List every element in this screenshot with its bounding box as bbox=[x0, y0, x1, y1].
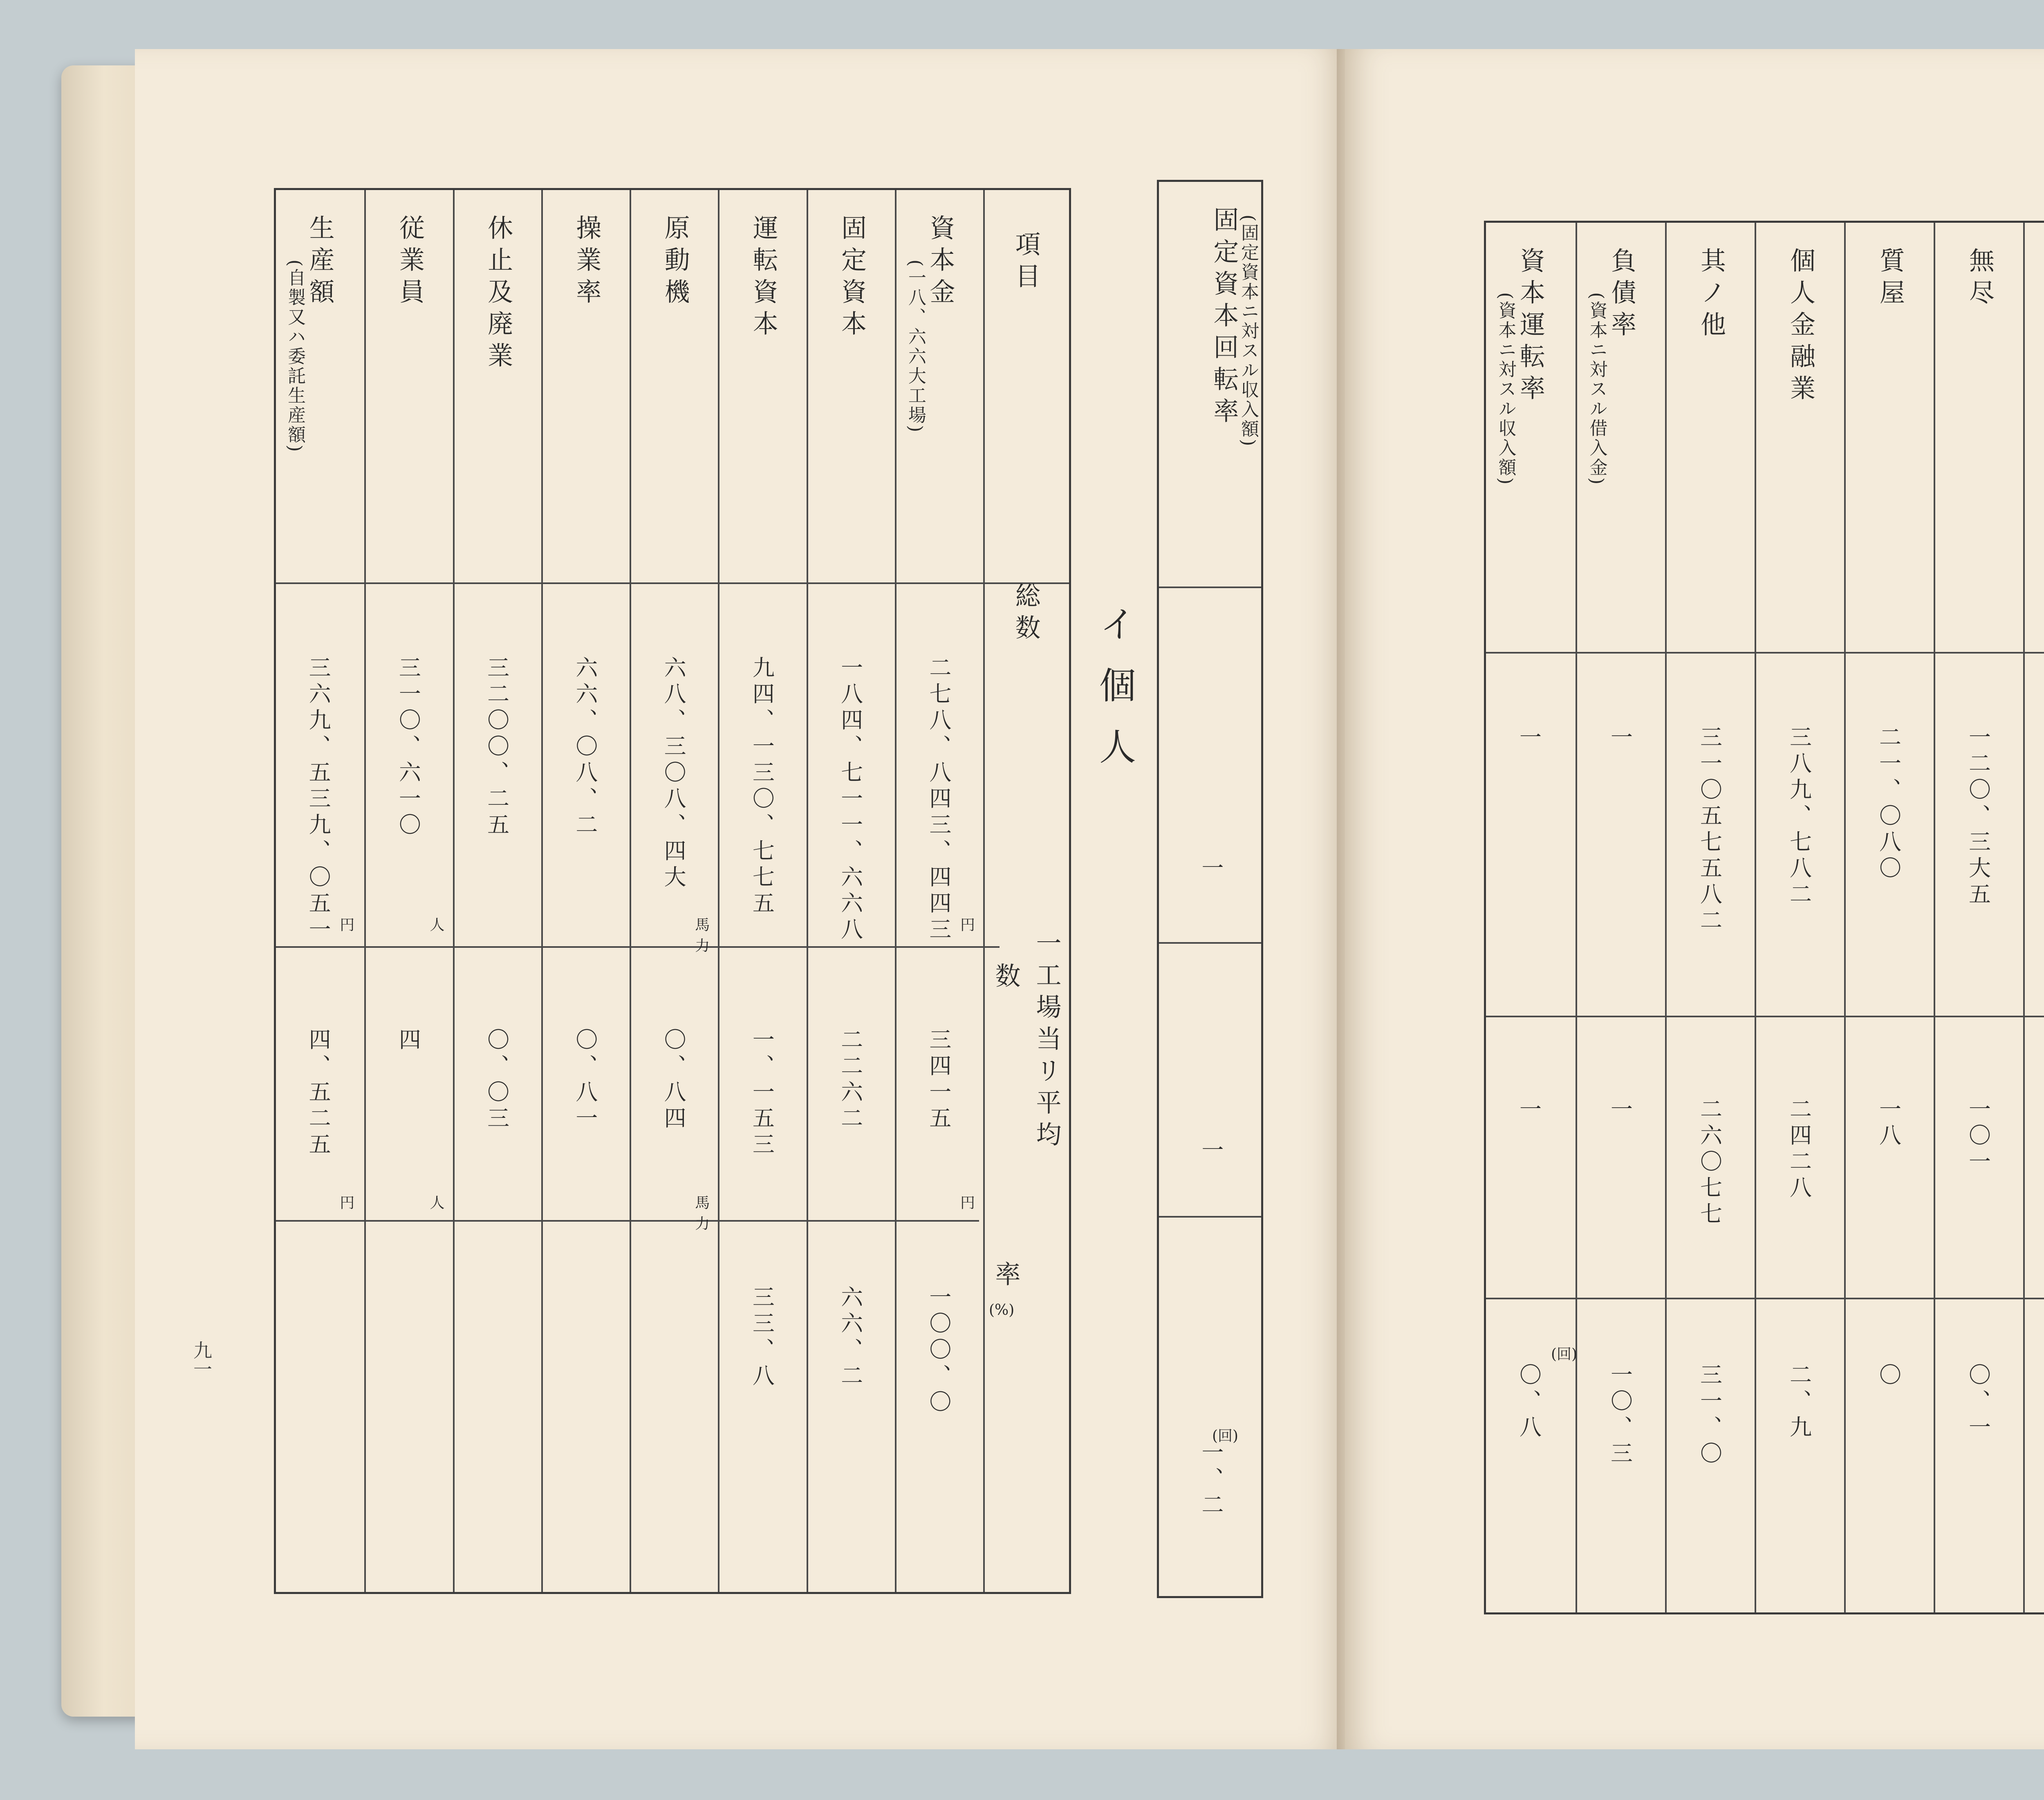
row-label: 従業員 bbox=[395, 215, 425, 310]
header-column bbox=[983, 190, 1071, 1592]
row-total: 二一、〇八〇 bbox=[1876, 725, 1902, 882]
row-sublabel: (自製又ハ委託生産額) bbox=[285, 260, 306, 454]
row-average-count: 一 bbox=[1607, 1097, 1633, 1124]
row-average-rate: 三三、八 bbox=[749, 1285, 775, 1390]
table-row bbox=[807, 190, 896, 1592]
row-average-rate: 六六、二 bbox=[837, 1285, 863, 1390]
row-average-rate: 一〇、三 bbox=[1607, 1363, 1633, 1468]
table-row bbox=[1755, 223, 1846, 1612]
header-total-label: 総数 bbox=[1011, 582, 1041, 646]
row-label: 質屋 bbox=[1875, 247, 1905, 311]
row-total: 三一〇、六一〇 bbox=[395, 656, 421, 839]
row-total: 三八九、七八二 bbox=[1786, 725, 1812, 909]
header-average-rate-label: 率 bbox=[991, 1261, 1021, 1293]
row-total: 三二〇〇、二五 bbox=[484, 656, 510, 839]
table-row bbox=[1576, 223, 1667, 1612]
box-divider-3 bbox=[1159, 1216, 1261, 1218]
table-row bbox=[1665, 223, 1756, 1612]
row-label: 無尽 bbox=[1965, 247, 1995, 311]
row-label: 原動機 bbox=[660, 215, 690, 310]
table-row bbox=[2023, 223, 2044, 1612]
right-page bbox=[1345, 49, 2044, 1749]
row-average-rate-unit: (回) bbox=[1551, 1346, 1578, 1363]
row-total: 二七八、八四三、四四三 bbox=[926, 656, 952, 944]
row-average-rate: 三一、〇 bbox=[1697, 1363, 1723, 1468]
table-row bbox=[718, 190, 808, 1592]
box-dash-1: 一 bbox=[1198, 856, 1224, 882]
left-main-table bbox=[274, 188, 1071, 1594]
row-average-count: 二六〇七七 bbox=[1697, 1097, 1723, 1228]
table-row bbox=[1486, 223, 1576, 1612]
section-title: イ個人 bbox=[1093, 605, 1136, 789]
row-average-unit: 人 bbox=[430, 1195, 445, 1211]
row-label: 固定資本 bbox=[837, 215, 867, 342]
table-row bbox=[453, 190, 543, 1592]
row-average-count: 三四一五 bbox=[926, 1028, 952, 1133]
row-sublabel: (資本ニ対スル収入額) bbox=[1495, 292, 1516, 486]
row-total-unit: 馬力 bbox=[695, 917, 710, 954]
row-average-count: 二四二八 bbox=[1786, 1097, 1812, 1202]
table-row bbox=[895, 190, 985, 1592]
row-label: 運転資本 bbox=[749, 215, 779, 342]
table-row bbox=[276, 190, 364, 1592]
row-average-count: 四 bbox=[395, 1028, 421, 1054]
row-total: 一八四、七一一、六六八 bbox=[837, 656, 863, 944]
row-average-rate: 二、九 bbox=[1786, 1363, 1812, 1442]
table-row bbox=[1934, 223, 2025, 1612]
box-dash-2: 一 bbox=[1198, 1138, 1224, 1164]
row-label: 生産額 bbox=[305, 215, 335, 310]
row-average-count: 一、一五三 bbox=[749, 1028, 775, 1159]
fixed-capital-box bbox=[1157, 180, 1263, 1598]
row-average-count: 一〇一 bbox=[1965, 1097, 1991, 1176]
box-divider-2 bbox=[1159, 942, 1261, 944]
table-row bbox=[364, 190, 454, 1592]
row-label: 操業率 bbox=[572, 215, 602, 310]
row-total-unit: 円 bbox=[340, 917, 355, 934]
row-total: 六八、三〇八、四大 bbox=[661, 656, 687, 891]
right-main-table bbox=[1484, 221, 2044, 1614]
row-label: 個人金融業 bbox=[1786, 247, 1816, 407]
row-average-rate: 一〇〇、〇 bbox=[926, 1285, 952, 1416]
header-item-label: 項目 bbox=[1011, 231, 1041, 295]
row-total: 一 bbox=[1607, 725, 1633, 752]
box-value-unit: (回) bbox=[1212, 1428, 1239, 1444]
row-label: 資本金 bbox=[925, 215, 955, 310]
left-page bbox=[135, 49, 1345, 1749]
row-total: 一 bbox=[1516, 725, 1542, 752]
row-average-unit: 円 bbox=[960, 1195, 975, 1211]
box-value: 一、二 bbox=[1198, 1441, 1224, 1519]
row-average-rate: 〇 bbox=[1876, 1363, 1902, 1389]
open-book bbox=[61, 49, 2044, 1749]
header-average-label: 一工場当リ平均 bbox=[1032, 930, 1062, 1153]
row-label: 其ノ他 bbox=[1696, 247, 1726, 343]
row-total: 三一〇五七五八二 bbox=[1697, 725, 1723, 935]
row-average-count: 二二六二 bbox=[837, 1028, 863, 1133]
table-row bbox=[541, 190, 631, 1592]
table-row bbox=[1844, 223, 1935, 1612]
table-row bbox=[630, 190, 719, 1592]
box-divider-1 bbox=[1159, 587, 1261, 588]
row-average-count: 〇、八四 bbox=[661, 1028, 687, 1133]
page-number-left: 九一 bbox=[191, 1341, 213, 1378]
row-total: 一二〇、三大五 bbox=[1965, 725, 1991, 909]
row-average-count: 一 bbox=[1516, 1097, 1542, 1124]
row-average-rate: 〇、八 bbox=[1516, 1363, 1542, 1442]
rate-unit-label: (%) bbox=[989, 1302, 1015, 1319]
header-average-count-label: 数 bbox=[991, 963, 1021, 994]
row-average-count: 四、五二五 bbox=[305, 1028, 332, 1159]
row-total: 三六九、五三九、〇五一 bbox=[305, 656, 332, 944]
row-sublabel: (一八、六六大工場) bbox=[905, 260, 926, 434]
row-total: 六六、〇八、二 bbox=[572, 656, 598, 839]
box-subheader: (固定資本ニ対スル収入額) bbox=[1238, 215, 1259, 448]
row-average-count: 〇、八一 bbox=[572, 1028, 598, 1133]
row-label: 休止及廃業 bbox=[483, 215, 513, 374]
row-sublabel: (資本ニ対スル借入金) bbox=[1586, 292, 1607, 486]
row-average-unit: 円 bbox=[340, 1195, 355, 1211]
row-label: 負債率 bbox=[1607, 247, 1637, 343]
row-label: 資本運転率 bbox=[1515, 247, 1546, 407]
row-average-unit: 馬力 bbox=[695, 1195, 710, 1232]
row-total-unit: 人 bbox=[430, 917, 445, 934]
row-average-rate: 〇、一 bbox=[1965, 1363, 1991, 1442]
row-total-unit: 円 bbox=[960, 917, 975, 934]
row-total: 九四、一三〇、七七五 bbox=[749, 656, 775, 918]
row-average-count: 〇、〇三 bbox=[484, 1028, 510, 1133]
box-header: 固定資本回転率 bbox=[1209, 206, 1239, 430]
row-average-count: 一八 bbox=[1876, 1097, 1902, 1150]
